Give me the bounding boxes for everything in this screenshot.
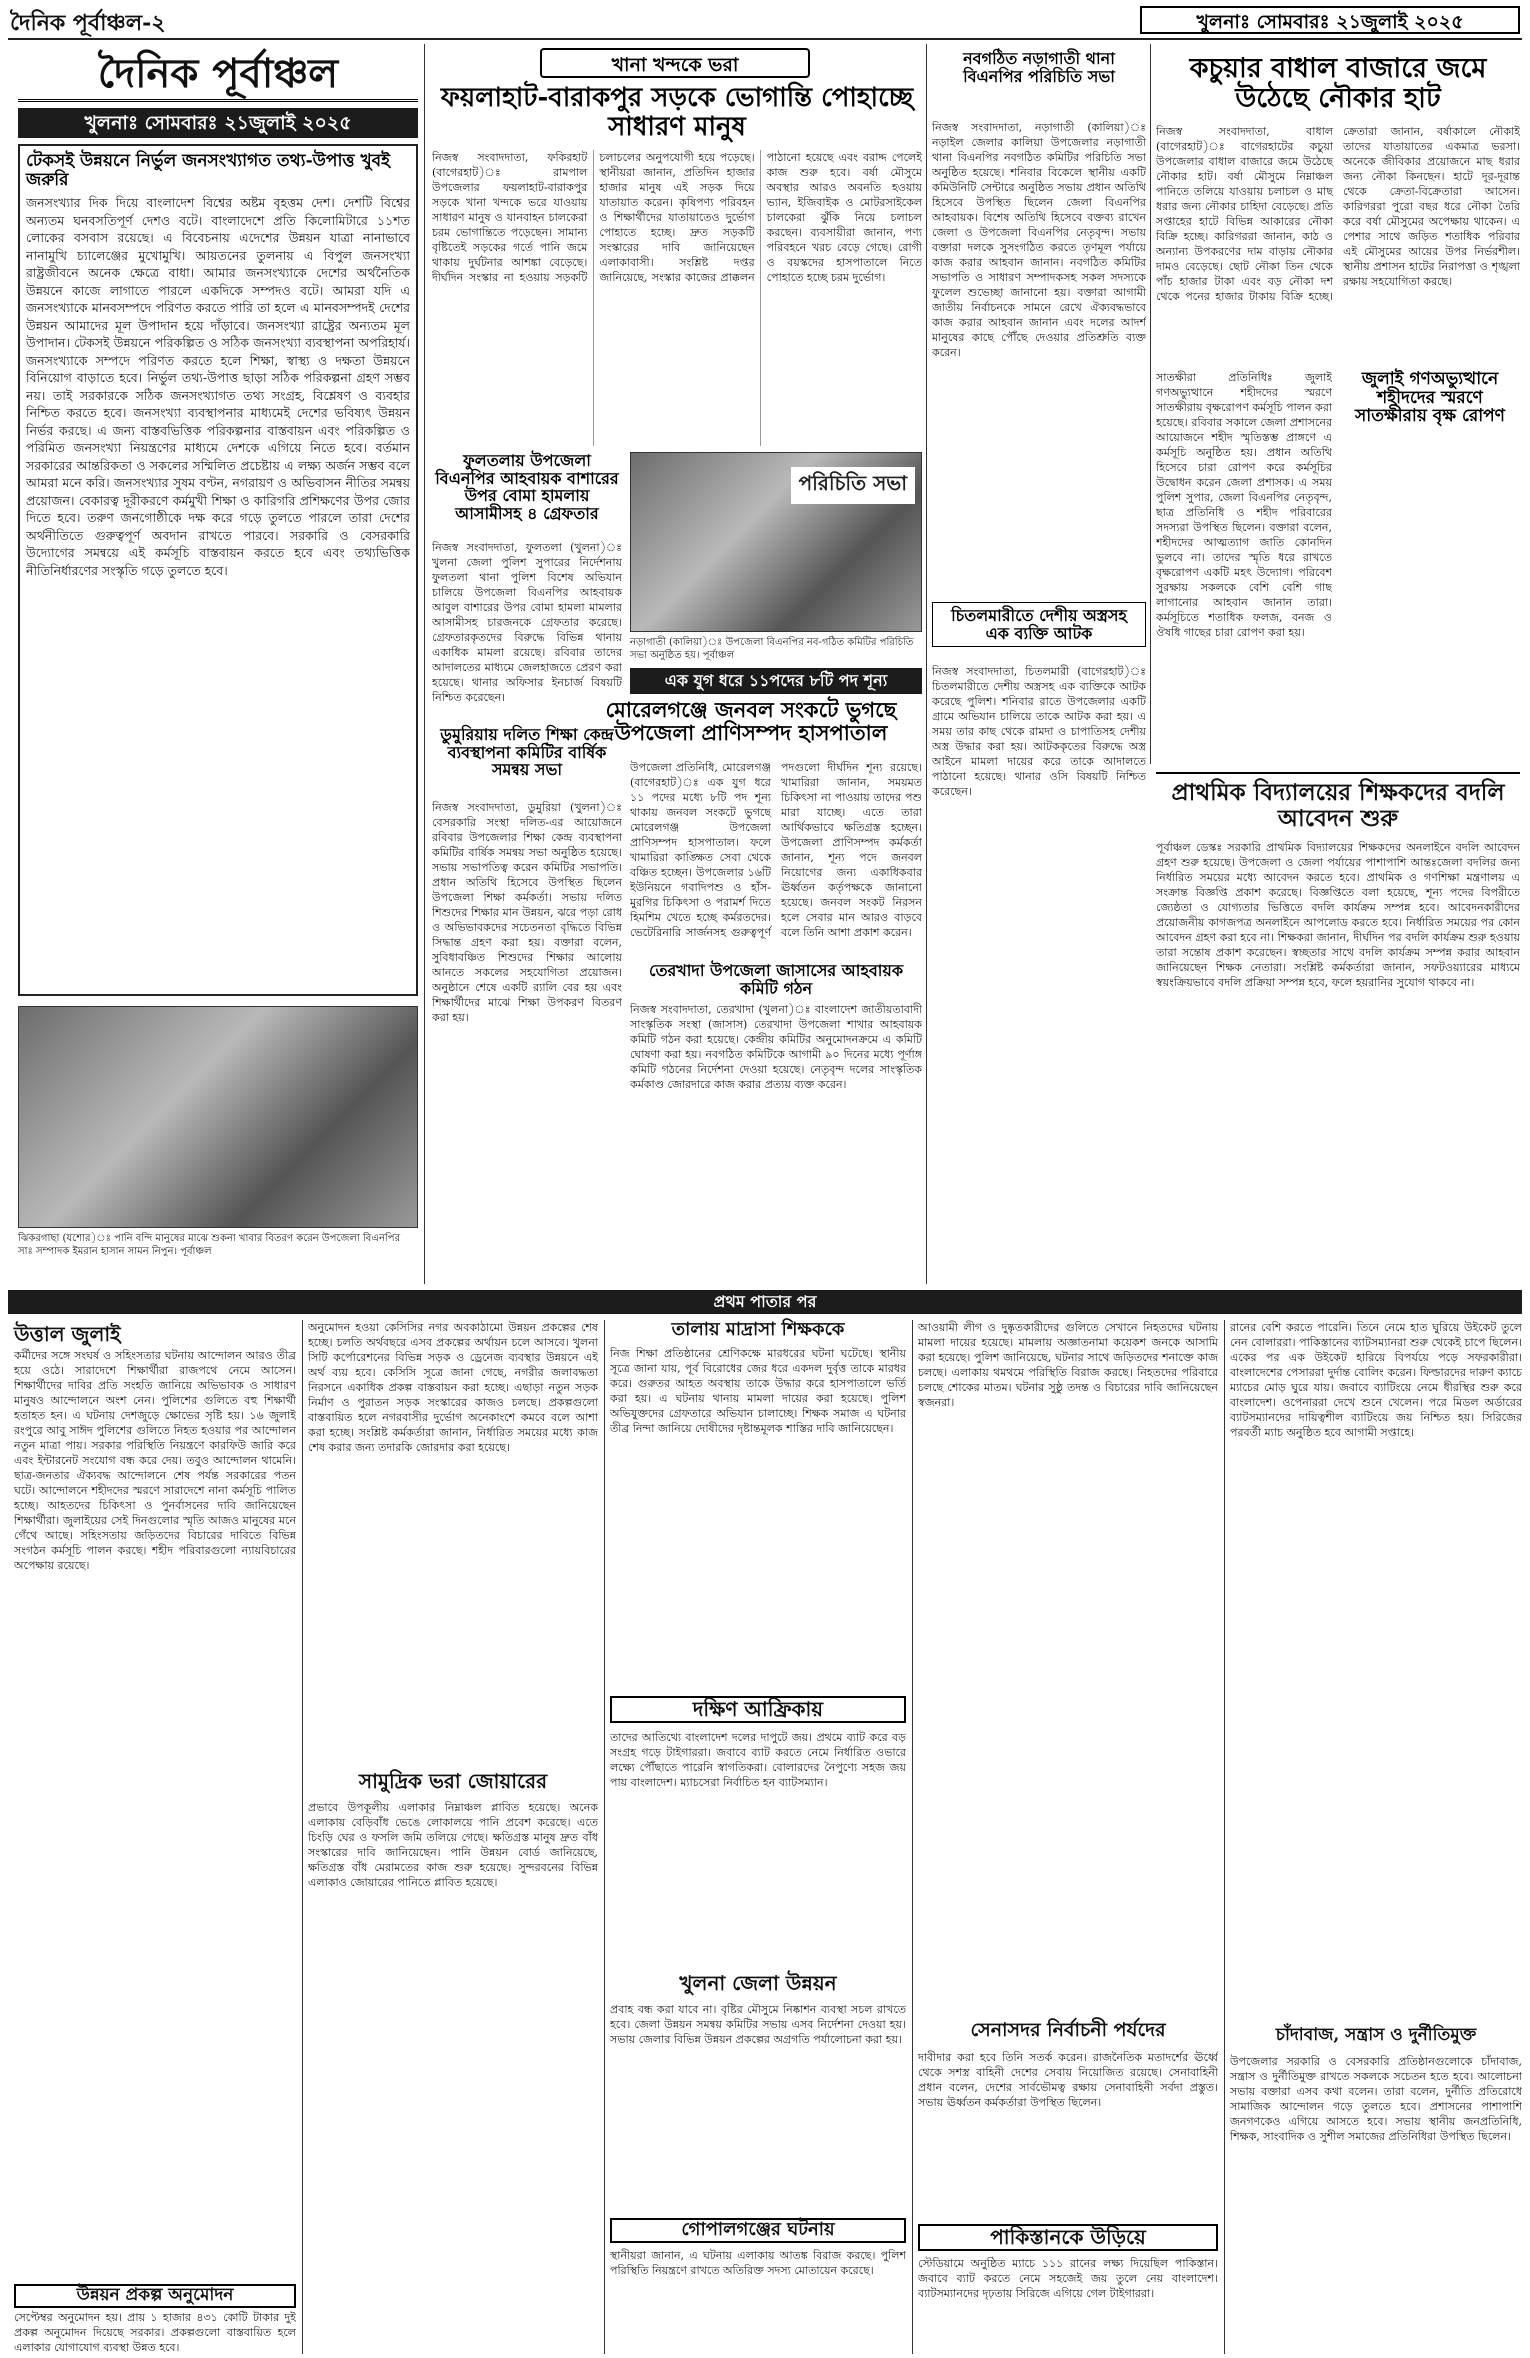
chitalmari-title: চিতলমারীতে দেশীয় অস্ত্রসহ এক ব্যক্তি আটক — [932, 602, 1146, 647]
bcol-rule-1 — [302, 1320, 303, 2354]
relief-distribution-photo — [18, 1006, 418, 1228]
c4-sub-body: দাবীদার করা হবে তিনি সতর্ক করেন। রাজনৈতিক মতাদর্শের ঊর্ধ্বে থেকে সশস্ত্র বাহিনী দেশের সেবায় নিয়োজিত রয়েছে। সেনাবাহিনী প্রধান বলেন, দেশের সার্বভৌমত্ব রক্ষায় সেনাবাহিনী সর্বদা প্রস্তুত। সভায় ঊর্ধ্বতন কর্মকর্তারা উপস্থিত ছিলেন। — [918, 2051, 1218, 2109]
introduction-meeting-photo — [630, 452, 922, 632]
morrelganj-body: উপজেলা প্রতিনিধি, মোরেলগঞ্জ (বাগেরহাট)ঃ এক যুগ ধরে ১১ পদের মধ্যে ৮টি পদ শূন্য থাকায় জনবল সংকটে ভুগছে মোরেলগঞ্জ উপজেলা প্রাণিসম্পদ হাসপাতাল। ফলে খামারিরা কাঙ্ক্ষিত সেবা থেকে বঞ্চিত হচ্ছেন। উপজেলার ১৬টি ইউনিয়নে গবাদিপশু ও হাঁস-মুরগির চিকিৎসা ও পরামর্শ দিতে হিমশিম খেতে হচ্ছে কর্মরতদের। ভেটেরিনারি সার্জনসহ গুরুত্বপূর্ণ পদগুলো দীর্ঘদিন শূন্য রয়েছে। খামারিরা জানান, সময়মত চিকিৎসা না পাওয়ায় তাদের পশু মারা যাচ্ছে। এতে তারা আর্থিকভাবে ক্ষতিগ্রস্ত হচ্ছেন। উপজেলা প্রাণিসম্পদ কর্মকর্তা জানান, শূন্য পদে জনবল নিয়োগের জন্য একাধিকবার ঊর্ধ্বতন কর্তৃপক্ষকে জানানো হয়েছে। জনবল সংকট নিরসন হলে সেবার মান আরও বাড়বে বলে তিনি আশা প্রকাশ করেন। — [630, 761, 922, 939]
masthead: দৈনিক পূর্বাঞ্চল — [18, 46, 418, 102]
c3-sub3: গোপালগঞ্জের ঘটনায় — [610, 2218, 906, 2243]
bcol-rule-4 — [1224, 1320, 1225, 2354]
c1-footer-title: উন্নয়ন প্রকল্প অনুমোদন — [14, 2284, 296, 2308]
kochua-title: কচুয়ার বাধাল বাজারে জমে উঠেছে নৌকার হাট — [1189, 53, 1487, 114]
dateline-right: খুলনাঃ সোমবারঃ ২১জুলাই ২০২৫ — [1140, 6, 1520, 34]
bcol-rule-2 — [604, 1320, 605, 2354]
teachers-body: পূর্বাঞ্চল ডেস্কঃ সরকারি প্রাথমিক বিদ্যালয়ের শিক্ষকদের অনলাইনে বদলি আবেদন গ্রহণ শুরু হয়েছে। উপজেলা ও জেলা পর্যায়ের পাশাপাশি আন্তঃজেলা বদলির জন্য নির্ধারিত সময়ের মধ্যে আবেদন করতে হবে। প্রাথমিক ও গণশিক্ষা মন্ত্রণালয় এ সংক্রান্ত বিজ্ঞপ্তি প্রকাশ করেছে। বিজ্ঞপ্তিতে বলা হয়েছে, শূন্য পদের বিপরীতে জ্যেষ্ঠতা ও যোগ্যতার ভিত্তিতে বদলি কার্যক্রম সম্পন্ন হবে। আবেদনকারীদের প্রয়োজনীয় কাগজপত্র অনলাইনে আপলোড করতে হবে। নির্ধারিত সময়ের পর কোন আবেদন গ্রহণ করা হবে না। শিক্ষকরা জানান, দীর্ঘদিন পর বদলি কার্যক্রম শুরু হওয়ায় তারা সন্তোষ প্রকাশ করেছেন। স্বচ্ছতার সাথে বদলি কার্যক্রম সম্পন্ন করার আহবান জানিয়েছেন শিক্ষক নেতারা। সংশ্লিষ্ট কর্মকর্তারা জানান, সফটওয়্যারের মাধ্যমে স্বয়ংক্রিয়ভাবে বদলি প্রক্রিয়া সম্পন্ন হবে, ফলে হয়রানির সুযোগ থাকবে না। — [1156, 841, 1520, 989]
lead-title: ফয়লাহাট-বারাকপুর সড়কে ভোগান্তি পোহাচ্ছে সাধারণ মানুষ — [440, 83, 914, 142]
lead-body: নিজস্ব সংবাদদাতা, ফকিরহাট (বাগেরহাট)ঃ রামপাল উপজেলার ফয়লাহাট-বারাকপুর সড়কে খানা খন্দকে ভরে যাওয়ায় সাধারণ মানুষ ও যানবাহন চালকেরা চরম ভোগান্তিতে পড়েছেন। সামান্য বৃষ্টিতেই সড়কের গর্তে পানি জমে থাকায় দুর্ঘটনার আশঙ্কা বেড়েছে। দীর্ঘদিন সংস্কার না হওয়ায় সড়কটি চলাচলের অনুপযোগী হয়ে পড়েছে। স্থানীয়রা জানান, প্রতিদিন হাজার হাজার মানুষ এই সড়ক দিয়ে যাতায়াত করেন। কৃষিপণ্য পরিবহন ও শিক্ষার্থীদের যাতায়াতেও দুর্ভোগ পোহাতে হচ্ছে। দ্রুত সড়কটি সংস্কারের দাবি জানিয়েছেন এলাকাবাসী। সংশ্লিষ্ট দপ্তর জানিয়েছে, সংস্কার কাজের প্রাক্কলন পাঠানো হয়েছে এবং বরাদ্দ পেলেই কাজ শুরু হবে। বর্ষা মৌসুমে অবস্থার আরও অবনতি হওয়ায় ভ্যান, ইজিবাইক ও মোটরসাইকেল চালকেরা ঝুঁকি নিয়ে চলাচল করছেন। ব্যবসায়ীরা জানান, পণ্য পরিবহনে খরচ বেড়ে গেছে। রোগী ও বয়স্কদের হাসপাতালে নিতে পোহাতে হচ্ছে চরম দুর্ভোগ। — [432, 151, 922, 284]
c3-sub3-body: স্থানীয়রা জানান, এ ঘটনায় এলাকায় আতঙ্ক বিরাজ করছে। পুলিশ পরিস্থিতি নিয়ন্ত্রণে রাখতে অতিরিক্ত সদস্য মোতায়েন করেছে। — [610, 2249, 906, 2277]
bcol-rule-3 — [912, 1320, 913, 2354]
c4-sub: সেনাসদর নির্বাচনী পর্যদের — [970, 2019, 1166, 2041]
july-tree-body: সাতক্ষীরা প্রতিনিধিঃ জুলাই গণঅভ্যুত্থানে শহীদদের স্মরণে সাতক্ষীরায় বৃক্ষরোপণ কর্মসূচি পালন করা হয়েছে। রবিবার সকালে জেলা প্রশাসনের আয়োজনে শহীদ স্মৃতিস্তম্ভ প্রাঙ্গণে এ কর্মসূচি অনুষ্ঠিত হয়। প্রধান অতিথি হিসেবে চারা রোপণ করে কর্মসূচির উদ্বোধন করেন জেলা প্রশাসক। এ সময় পুলিশ সুপার, জেলা বিএনপির নেতৃবৃন্দ, ছাত্র প্রতিনিধি ও শহীদ পরিবারের সদস্যরা উপস্থিত ছিলেন। বক্তারা বলেন, শহীদদের আত্মত্যাগ জাতি কোনদিন ভুলবে না। তাদের স্মৃতি ধরে রাখতে বৃক্ষরোপণ একটি মহৎ উদ্যোগ। পরিবেশ সুরক্ষায় সকলকে বেশি বেশি গাছ লাগানোর আহবান জানান তারা। কর্মসূচিতে শতাধিক ফলজ, বনজ ও ঔষধি গাছের চারা রোপণ করা হয়। — [1156, 371, 1332, 639]
photo-caption-mid: নড়াগাতী (কালিয়া)ঃ উপজেলা বিএনপির নব-গঠিত কমিটির পরিচিতি সভা অনুষ্ঠিত হয়। পূর্বাঞ্চল — [630, 637, 914, 661]
header-rule — [8, 38, 1522, 40]
c2-body: অনুমোদন হওয়া কেসিসির নগর অবকাঠামো উন্নয়ন প্রকল্পের শেষ হচ্ছে। চলতি অর্থবছরে এসব প্রকল্পের অর্থায়ন চলে আসবে। খুলনা সিটি কর্পোরেশনের বিভিন্ন সড়ক ও ড্রেনেজ ব্যবস্থার উন্নয়নে এই অর্থ ব্যয় হবে। কেসিসি সূত্রে জানা গেছে, নগরীর জলাবদ্ধতা নিরসনে একাধিক প্রকল্প বাস্তবায়ন করা হচ্ছে। এছাড়া নতুন সড়ক নির্মাণ ও পুরাতন সড়ক সংস্কারের কাজও চলছে। প্রকল্পগুলো বাস্তবায়িত হলে নগরবাসীর দুর্ভোগ অনেকাংশে কমবে বলে আশা করা হচ্ছে। সংশ্লিষ্ট কর্মকর্তারা জানান, নির্ধারিত সময়ের মধ্যে কাজ শেষ করার জন্য তদারকি জোরদার করা হয়েছে। — [308, 1321, 598, 1454]
narogati-body: নিজস্ব সংবাদদাতা, নড়াগাতী (কালিয়া)ঃ নড়াইল জেলার কালিয়া উপজেলার নড়াগাতী থানা বিএনপির নবগঠিত কমিটির পরিচিতি সভা অনুষ্ঠিত হয়েছে। শনিবার বিকেলে স্থানীয় একটি কমিউনিটি সেন্টারে অনুষ্ঠিত সভায় প্রধান অতিথি হিসেবে উপস্থিত ছিলেন জেলা বিএনপির আহবায়ক। বিশেষ অতিথি হিসেবে বক্তব্য রাখেন জেলা ও উপজেলা বিএনপির নেতৃবৃন্দ। সভায় বক্তারা দলকে সুসংগঠিত করতে তৃণমূল পর্যায়ে কাজ করার আহবান জানান। নবগঠিত কমিটির সভাপতি ও সাধারণ সম্পাদকসহ সকল সদস্যকে ফুলেল শুভেচ্ছা জানানো হয়। বক্তারা আগামী জাতীয় নির্বাচনকে সামনে রেখে ঐক্যবদ্ধভাবে কাজ করার আহবান জানান এবং দলের আদর্শ মানুষের কাছে পৌঁছে দেওয়ার প্রতিশ্রুতি ব্যক্ত করেন। — [932, 121, 1146, 359]
terkhada-body: নিজস্ব সংবাদদাতা, তেরখাদা (খুলনা)ঃ বাংলাদেশ জাতীয়তাবাদী সাংস্কৃতিক সংস্থা (জাসাস) তেরখাদা উপজেলা শাখার আহবায়ক কমিটি গঠন করা হয়েছে। কেন্দ্রীয় কমিটির অনুমোদনক্রমে এ কমিটি ঘোষণা করা হয়। নবগঠিত কমিটিকে আগামী ৯০ দিনের মধ্যে পূর্ণাঙ্গ কমিটি গঠনের নির্দেশনা দেওয়া হয়েছে। নেতৃবৃন্দ দলের সাংস্কৃতিক কর্মকাণ্ড জোরদারে কাজ করার প্রত্যয় ব্যক্ত করেন। — [630, 1003, 922, 1091]
kochua-body: নিজস্ব সংবাদদাতা, বাধাল (বাগেরহাট)ঃ বাগেরহাটের কচুয়া উপজেলার বাধাল বাজারে জমে উঠেছে নৌকার হাট। বর্ষা মৌসুমে নিম্নাঞ্চল পানিতে তলিয়ে যাওয়ায় চলাচল ও মাছ ধরার জন্য নৌকার চাহিদা বেড়েছে। প্রতি সপ্তাহের হাটে বিভিন্ন আকারের নৌকা বিক্রি হচ্ছে। কারিগররা জানান, কাঠ ও অন্যান্য উপকরণের দাম বাড়ায় নৌকার দামও বেড়েছে। ছোট নৌকা তিন থেকে পাঁচ হাজার টাকা এবং বড় নৌকা দশ থেকে পনের হাজার টাকায় বিক্রি হচ্ছে। ক্রেতারা জানান, বর্ষাকালে নৌকাই তাদের যাতায়াতের একমাত্র ভরসা। অনেকে জীবিকার প্রয়োজনে মাছ ধরার জন্য নৌকা কিনছেন। হাটে দূর-দূরান্ত থেকে ক্রেতা-বিক্রেতারা আসেন। কারিগররা পুরো বছর ধরে নৌকা তৈরি করে বর্ষা মৌসুমের অপেক্ষায় থাকেন। এ পেশার সাথে জড়িত শতাধিক পরিবার এই মৌসুমের আয়ের উপর নির্ভরশীল। স্থানীয় প্রশাসন হাটের নিরাপত্তা ও শৃঙ্খলা রক্ষায় সহযোগিতা করছে। — [1156, 125, 1520, 303]
c2-sub-body: প্রভাবে উপকূলীয় এলাকার নিম্নাঞ্চল প্লাবিত হয়েছে। অনেক এলাকায় বেড়িবাঁধ ভেঙে লোকালয়ে পানি প্রবেশ করেছে। এতে চিংড়ি ঘের ও ফসলি জমি তলিয়ে গেছে। ক্ষতিগ্রস্ত মানুষ দ্রুত বাঁধ সংস্কারের দাবি জানিয়েছেন। পানি উন্নয়ন বোর্ড জানিয়েছে, ক্ষতিগ্রস্ত বাঁধ মেরামতের কাজ শুরু হয়েছে। সুন্দরবনের বিভিন্ন এলাকাও জোয়ারের পানিতে প্লাবিত হয়েছে। — [308, 1801, 598, 1889]
dateline-left: খুলনাঃ সোমবারঃ ২১জুলাই ২০২৫ — [18, 108, 418, 138]
phultala-title: ফুলতলায় উপজেলা বিএনপির আহবায়ক বাশারের উপর বোমা হামলায় আসামীসহ ৪ গ্রেফতার — [435, 451, 619, 523]
c3-sub2-body: প্রবাহ বন্ধ করা যাবে না। বৃষ্টির মৌসুমে নিষ্কাশন ব্যবস্থা সচল রাখতে হবে। জেলা উন্নয়ন সমন্বয় কমিটির সভায় এসব নির্দেশনা দেওয়া হয়। সভায় জেলার বিভিন্ন উন্নয়ন প্রকল্পের অগ্রগতি পর্যালোচনা করা হয়। — [610, 2003, 906, 2046]
dumuria-body: নিজস্ব সংবাদদাতা, ডুমুরিয়া (খুলনা)ঃ বেসরকারি সংস্থা দলিত-এর আয়োজনে রবিবার উপজেলার শিক্ষা কেন্দ্র ব্যবস্থাপনা কমিটির বার্ষিক সমন্বয় সভা অনুষ্ঠিত হয়েছে। সভায় সভাপতিত্ব করেন কমিটির সভাপতি। প্রধান অতিথি হিসেবে উপস্থিত ছিলেন উপজেলা শিক্ষা কর্মকর্তা। সভায় দলিত শিশুদের শিক্ষার মান উন্নয়ন, ঝরে পড়া রোধ ও অভিভাবকদের সচেতনতা বৃদ্ধিতে বিভিন্ন সিদ্ধান্ত গ্রহণ করা হয়। বক্তারা বলেন, সুবিধাবঞ্চিত শিশুদের শিক্ষার আলোয় আনতে সকলের সহযোগিতা প্রয়োজন। অনুষ্ঠানে শেষে একটি র‍্যালি বের হয় এবং শিক্ষার্থীদের মাঝে শিক্ষা উপকরণ বিতরণ করা হয়। — [432, 801, 622, 1024]
teachers-title: প্রাথমিক বিদ্যালয়ের শিক্ষকদের বদলি আবেদন শুরু — [1156, 772, 1520, 833]
photo-banner: পরিচিতি সভা — [791, 467, 915, 504]
c3-body: নিজ শিক্ষা প্রতিষ্ঠানের শ্রেণিকক্ষে মারধরের ঘটনা ঘটেছে। স্থানীয় সূত্রে জানা যায়, পূর্ব বিরোধের জের ধরে একদল দুর্বৃত্ত তাকে মারধর করে। গুরুতর আহত অবস্থায় তাকে উদ্ধার করে হাসপাতালে ভর্তি করা হয়। এ ঘটনায় থানায় মামলা দায়ের করা হয়েছে। পুলিশ অভিযুক্তদের গ্রেফতারে অভিযান চালাচ্ছে। শিক্ষক সমাজ এ ঘটনার তীব্র নিন্দা জানিয়ে দোষীদের দৃষ্টান্তমূলক শাস্তির দাবি জানিয়েছেন। — [610, 1347, 906, 1435]
c5-sub-body: উপজেলার সরকারি ও বেসরকারি প্রতিষ্ঠানগুলোকে চাঁদাবাজ, সন্ত্রাস ও দুর্নীতিমুক্ত রাখতে সকলকে সচেতন হতে হবে। আলোচনা সভায় বক্তারা এসব কথা বলেন। তারা বলেন, দুর্নীতি প্রতিরোধে সামাজিক আন্দোলন গড়ে তুলতে হবে। প্রশাসনের পাশাপাশি জনগণকেও এগিয়ে আসতে হবে। সভায় স্থানীয় জনপ্রতিনিধি, শিক্ষক, সাংবাদিক ও সুশীল সমাজের প্রতিনিধিরা উপস্থিত ছিলেন। — [1230, 2055, 1522, 2143]
chitalmari-body: নিজস্ব সংবাদদাতা, চিতলমারী (বাগেরহাট)ঃ চিতলমারীতে দেশীয় অস্ত্রসহ এক ব্যক্তিকে আটক করেছে পুলিশ। শনিবার রাতে উপজেলার একটি গ্রামে অভিযান চালিয়ে তাকে আটক করা হয়। এ সময় তার কাছ থেকে রামদা ও চাপাতিসহ দেশীয় অস্ত্র উদ্ধার করা হয়। আটককৃতের বিরুদ্ধে অস্ত্র আইনে মামলা দায়ের করে তাকে আদালতে পাঠানো হয়েছে। থানার ওসি বিষয়টি নিশ্চিত করেছেন। — [932, 665, 1146, 798]
phultala-body: নিজস্ব সংবাদদাতা, ফুলতলা (খুলনা)ঃ খুলনা জেলা পুলিশ সুপারের নির্দেশনায় ফুলতলা থানা পুলিশ বিশেষ অভিযান চালিয়ে উপজেলা বিএনপির আহবায়ক আবুল বাশারের উপর বোমা হামলা মামলার আসামীসহ চারজনকে গ্রেফতার করেছে। গ্রেফতারকৃতদের বিরুদ্ধে বিভিন্ন থানায় একাধিক মামলা রয়েছে। রবিবার তাদের আদালতের মাধ্যমে জেলহাজতে প্রেরণ করা হয়েছে। থানার অফিসার ইনচার্জ বিষয়টি নিশ্চিত করেছেন। — [432, 541, 622, 704]
c1-title: উত্তাল জুলাই — [14, 1322, 121, 1346]
terkhada-title: তেরখাদা উপজেলা জাসাসের আহবায়ক কমিটি গঠন — [648, 961, 904, 998]
col-rule-1 — [424, 44, 425, 1284]
c3-sub: দক্ষিণ আফ্রিকায় — [610, 1696, 906, 1723]
c1-body: কর্মীদের সঙ্গে সংঘর্ষ ও সহিংসতার ঘটনায় আন্দোলন আরও তীব্র হয়ে ওঠে। সারাদেশে শিক্ষার্থীরা রাজপথে নেমে আসেন। শিক্ষার্থীদের দাবির প্রতি সংহতি জানিয়ে অভিভাবক ও সাধারণ মানুষও আন্দোলনে অংশ নেন। পুলিশের গুলিতে বহু শিক্ষার্থী হতাহত হন। এ ঘটনায় দেশজুড়ে ক্ষোভের সৃষ্টি হয়। ১৬ জুলাই রংপুরে আবু সাঈদ পুলিশের গুলিতে নিহত হওয়ার পর আন্দোলন নতুন মাত্রা পায়। সরকার পরিস্থিতি নিয়ন্ত্রণে কারফিউ জারি করে এবং ইন্টারনেট সংযোগ বন্ধ করে দেয়। তবুও আন্দোলন থামেনি। ছাত্র-জনতার ঐক্যবদ্ধ আন্দোলনে শেষ পর্যন্ত সরকারের পতন ঘটে। আন্দোলনে শহীদদের স্মরণে সারাদেশে নানা কর্মসূচি পালিত হচ্ছে। আহতদের চিকিৎসা ও পুনর্বাসনের দাবি জানিয়েছেন শিক্ষার্থীরা। জুলাইয়ের সেই দিনগুলোর স্মৃতি আজও মানুষের মনে গেঁথে আছে। সহিংসতায় জড়িতদের বিচারের দাবিতে বিভিন্ন সংগঠন কর্মসূচি পালন করছে। শহীদ পরিবারগুলো ন্যায়বিচারের অপেক্ষায় রয়েছে। — [14, 1349, 296, 1572]
c4-sub2: পাকিস্তানকে উড়িয়ে — [918, 2224, 1218, 2251]
c3-title: তালায় মাদ্রাসা শিক্ষককে — [671, 1319, 845, 1340]
july-tree-title: জুলাই গণঅভ্যুত্থানে শহীদদের স্মরণে সাতক্ষীরায় বৃক্ষ রোপণ — [1355, 369, 1505, 427]
lead-kicker: খানা খন্দকে ভরা — [540, 48, 810, 78]
c1-footer-body: সেপ্টেম্বর অনুমোদন হয়। প্রায় ১ হাজার ৪৩১ কোটি টাকার দুই প্রকল্প অনুমোদন দিয়েছে সরকার। প্রকল্পগুলো বাস্তবায়িত হলে এলাকার যোগাযোগ ব্যবস্থা উন্নত হবে। — [14, 2311, 296, 2354]
col-rule-3 — [1150, 44, 1151, 764]
c3-sub2: খুলনা জেলা উন্নয়ন — [679, 1971, 837, 1995]
page-tag: দৈনিক পূর্বাঞ্চল-২ — [10, 10, 166, 36]
col-rule-2 — [926, 44, 927, 1284]
c3-sub-body: তাদের আতিথ্যে বাংলাদেশ দলের দাপুটে জয়। প্রথমে ব্যাট করে বড় সংগ্রহ গড়ে টাইগাররা। জবাবে ব্যাট করতে নেমে নির্ধারিত ওভারে লক্ষ্যে পৌঁছাতে পারেনি স্বাগতিকরা। বোলারদের নৈপুণ্যে সহজ জয় পায় বাংলাদেশ। ম্যাচসেরা নির্বাচিত হন ব্যাটসম্যান। — [610, 1731, 906, 1789]
c5-sub: চাঁদাবাজ, সন্ত্রাস ও দুর্নীতিমুক্ত — [1275, 2025, 1477, 2045]
morrelganj-kicker: এক যুগ ধরে ১১পদের ৮টি পদ শূন্য — [630, 668, 922, 694]
c5-body: রানের বেশি করতে পারেনি। তিনে নেমে হাত ঘুরিয়ে উইকেট তুলে নেন বোলাররা। পাকিস্তানের ব্যাটসম্যানরা শুরু থেকেই চাপে ছিলেন। একের পর এক উইকেট হারিয়ে বিপর্যয়ে পড়ে সফরকারীরা। বাংলাদেশের পেসাররা দুর্দান্ত বোলিং করেন। ফিল্ডারদের দারুণ ক্যাচে ম্যাচের মোড় ঘুরে যায়। জবাবে ব্যাটিংয়ে নেমে ধীরস্থির শুরু করে বাংলাদেশ। ওপেনাররা দেখে শুনে খেলেন। পরে মিডল অর্ডারের ব্যাটসম্যানদের দায়িত্বশীল ব্যাটিংয়ে জয় নিশ্চিত হয়। সিরিজের পরবর্তী ম্যাচ অনুষ্ঠিত হবে আগামী সপ্তাহে। — [1230, 1321, 1522, 1439]
dumuria-title: ডুমুরিয়ায় দলিত শিক্ষা কেন্দ্র ব্যবস্থাপনা কমিটির বার্ষিক সমন্বয় সভা — [440, 725, 614, 780]
c2-sub: সামুদ্রিক ভরা জোয়ারের — [358, 1769, 548, 1793]
photo-caption-left: ঝিকরগাছা (যশোর)ঃ পানি বন্দি মানুষের মাঝে শুকনা খাবার বিতরণ করেন উপজেলা বিএনপির সাঃ সম্পাদক ইমরান হাসান সামন নিপুন। পূর্বাঞ্চল — [18, 1233, 401, 1257]
editorial-title: টেকসই উন্নয়নে নির্ভুল জনসংখ্যাগত তথ্য-উপাত্ত খুবই জরুরি — [26, 151, 390, 190]
editorial-body: জনসংখ্যার দিক দিয়ে বাংলাদেশ বিশ্বের অষ্টম বৃহত্তম দেশ। দেশটি বিশ্বের অন্যতম ঘনবসতিপূর্ণ দেশও বটে। বাংলাদেশে প্রতি কিলোমিটারে ১১শত লোকের বসবাস রয়েছে। এ বিবেচনায় এদেশের উন্নয়ন যাত্রা নানাভাবে নানামুখি চ্যালেঞ্জের মুখোমুখি। আয়তনের তুলনায় এ বিপুল জনসংখ্যা রাষ্ট্রজীবনে অনেক ক্ষেত্রে বাধা। আমার জনসংখ্যাকে দেশের অর্থনৈতিক উন্নয়নে কাজে লাগাতে পারলে একদিকে সম্পদও বটে। আমরা যদি এ জনসংখ্যাকে মানবসম্পদে পরিণত করতে পারি তা হলে এ মানবসম্পদই দেশের উন্নয়ন আমাদের মূল উপাদান হয়ে দাঁড়াবে। জনসংখ্যা রাষ্ট্রের অন্যতম মূল উপাদান। টেকসই উন্নয়নে পরিকল্পিত ও সঠিক জনসংখ্যা ব্যবস্থাপনা অপরিহার্য। জনসংখ্যাকে সম্পদে পরিণত করতে হলে শিক্ষা, স্বাস্থ্য ও দক্ষতা উন্নয়নে বিনিয়োগ বাড়াতে হবে। নির্ভুল তথ্য-উপাত্ত ছাড়া সঠিক পরিকল্পনা গ্রহণ সম্ভব নয়। তাই সরকারকে সঠিক জনসংখ্যাগত তথ্য সংগ্রহ, বিশ্লেষণ ও ব্যবহার নিশ্চিত করতে হবে। জনসংখ্যা ব্যবস্থাপনার মাধ্যমেই দেশের ভবিষ্যৎ উন্নয়ন নির্ভর করছে। এ জন্য বাস্তবভিত্তিক পরিকল্পনার বাস্তবায়ন এবং পরিকল্পিত ও পরিমিত জনসংখ্যা নিয়ন্ত্রণের মাধ্যমে দেশকে এগিয়ে নিতে হবে। বর্তমান সরকারের আন্তরিকতা ও সকলের সম্মিলিত প্রচেষ্টায় এ লক্ষ্য অর্জন সম্ভব বলে আমরা মনে করি। জনসংখ্যার সুষম বণ্টন, নগরায়ণ ও অভিবাসন নীতির সমন্বয় প্রয়োজন। বেকারত্ব দূরীকরণে কর্মমুখী শিক্ষা ও কারিগরি প্রশিক্ষণের উপর জোর দিতে হবে। তরুণ জনগোষ্ঠীকে দক্ষ করে গড়ে তুলতে পারলে তারা দেশের অর্থনীতিতে গুরুত্বপূর্ণ অবদান রাখতে পারবে। সরকারি ও বেসরকারি উদ্যোগের সমন্বয়ে এই কর্মসূচি বাস্তবায়ন করতে হবে এবং তথ্যভিত্তিক নীতিনির্ধারণের সংস্কৃতি গড়ে তুলতে হবে। — [26, 195, 410, 578]
narogati-title: নবগঠিত নড়াগাতী থানা বিএনপির পরিচিতি সভা — [963, 49, 1115, 86]
morrelganj-title: মোরেলগঞ্জে জনবল সংকটে ভুগছে উপজেলা প্রাণিসম্পদ হাসপাতাল — [605, 697, 897, 746]
c4-body: আওয়ামী লীগ ও দুষ্কৃতকারীদের গুলিতে সেখানে নিহতদের ঘটনায় মামলা দায়ের হয়েছে। মামলায় অজ্ঞাতনামা কয়েকশ জনকে আসামি করা হয়েছে। পুলিশ জানিয়েছে, ঘটনার সাথে জড়িতদের শনাক্তে কাজ চলছে। এলাকায় থমথমে পরিস্থিতি বিরাজ করছে। নিহতদের পরিবারে চলছে শোকের মাতম। ঘটনার সুষ্ঠু তদন্ত ও বিচারের দাবি জানিয়েছেন স্বজনরা। — [918, 1321, 1218, 1409]
c4-sub2-body: স্টেডিয়ামে অনুষ্ঠিত ম্যাচে ১১১ রানের লক্ষ্য দিয়েছিল পাকিস্তান। জবাবে ব্যাট করতে নেমে সহজেই জয় তুলে নেয় বাংলাদেশ। ব্যাটসম্যানদের দৃঢ়তায় সিরিজে এগিয়ে গেল টাইগাররা। — [918, 2257, 1218, 2300]
continuation-bar: প্রথম পাতার পর — [8, 1290, 1522, 1314]
